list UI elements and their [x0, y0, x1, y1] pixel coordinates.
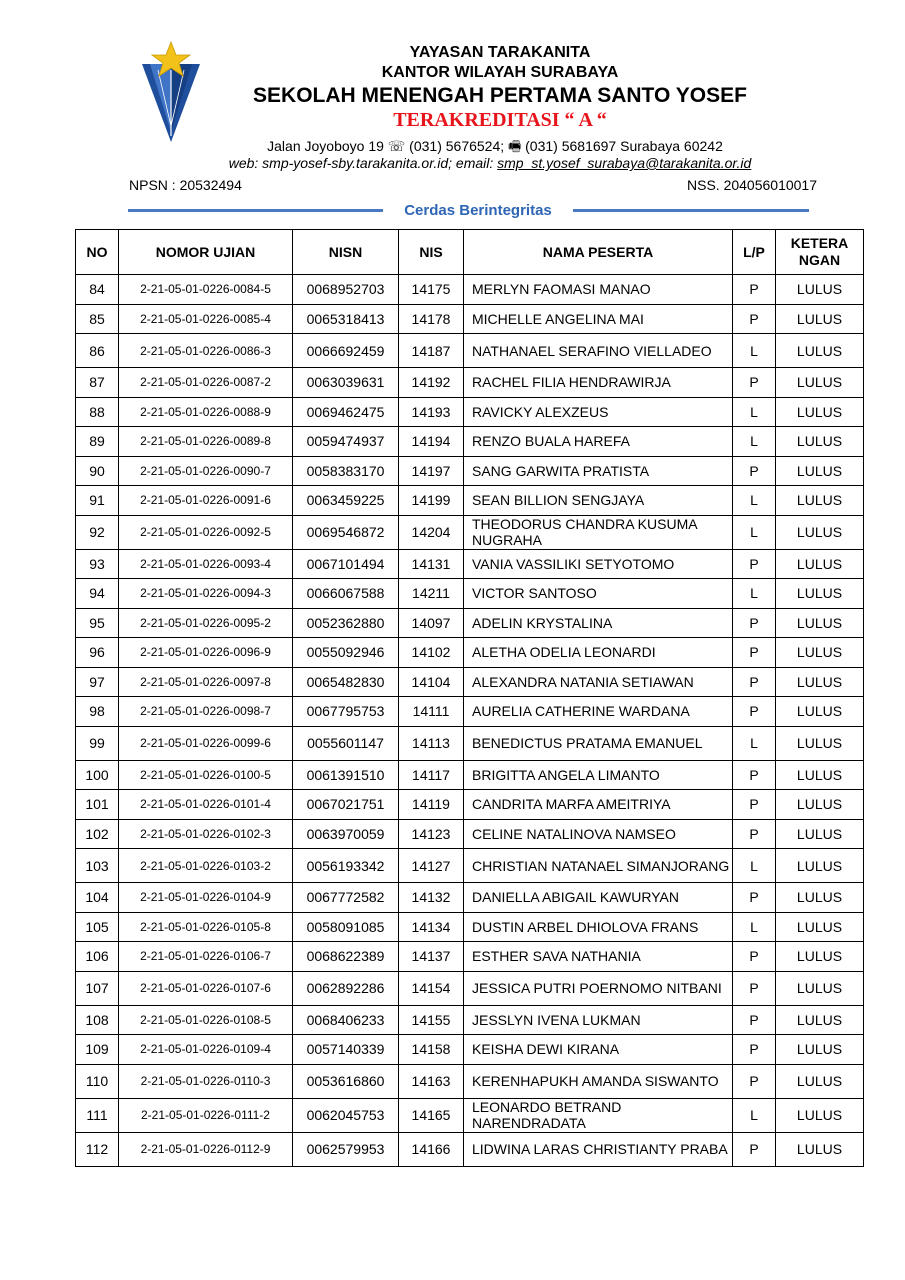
- col-keterangan: KETERA NGAN: [776, 230, 864, 275]
- ujian-cell: 2-21-05-01-0226-0098-7: [119, 697, 293, 727]
- lp-cell: P: [733, 667, 776, 697]
- table-row: [76, 638, 864, 668]
- ujian-cell: 2-21-05-01-0226-0084-5: [119, 275, 293, 305]
- no-cell: 93: [76, 549, 119, 579]
- nama-cell: ADELIN KRYSTALINA: [464, 608, 733, 638]
- lp-cell: P: [733, 697, 776, 727]
- nis-cell: 14097: [399, 608, 464, 638]
- table-row: [76, 1035, 864, 1065]
- ujian-cell: 2-21-05-01-0226-0087-2: [119, 368, 293, 398]
- results-table: [75, 229, 864, 1167]
- ket-cell: LULUS: [776, 726, 864, 760]
- no-cell: 90: [76, 456, 119, 486]
- table-row: [76, 697, 864, 727]
- ket-cell: LULUS: [776, 1098, 864, 1132]
- divider-left: [128, 209, 383, 212]
- lp-cell: P: [733, 1005, 776, 1035]
- lp-cell: L: [733, 912, 776, 942]
- table-row: [76, 790, 864, 820]
- ujian-cell: 2-21-05-01-0226-0111-2: [119, 1098, 293, 1132]
- table-row: [76, 1005, 864, 1035]
- ket-cell: LULUS: [776, 760, 864, 790]
- school-name: SEKOLAH MENENGAH PERTAMA SANTO YOSEF: [253, 84, 747, 107]
- nisn-cell: 0068406233: [293, 1005, 399, 1035]
- no-cell: 95: [76, 608, 119, 638]
- no-cell: 88: [76, 397, 119, 427]
- table-row: [76, 883, 864, 913]
- ket-cell: LULUS: [776, 397, 864, 427]
- nama-cell: ALEXANDRA NATANIA SETIAWAN: [464, 667, 733, 697]
- nis-cell: 14192: [399, 368, 464, 398]
- no-cell: 91: [76, 486, 119, 516]
- nisn-cell: 0068952703: [293, 275, 399, 305]
- nama-cell: SANG GARWITA PRATISTA: [464, 456, 733, 486]
- table-row: [76, 760, 864, 790]
- no-cell: 105: [76, 912, 119, 942]
- col-nama-peserta: NAMA PESERTA: [464, 230, 733, 275]
- nisn-cell: 0055092946: [293, 638, 399, 668]
- ujian-cell: 2-21-05-01-0226-0096-9: [119, 638, 293, 668]
- no-cell: 107: [76, 971, 119, 1005]
- lp-cell: L: [733, 486, 776, 516]
- lp-cell: P: [733, 608, 776, 638]
- nama-cell: JESSLYN IVENA LUKMAN: [464, 1005, 733, 1035]
- nis-cell: 14178: [399, 304, 464, 334]
- table-row: [76, 397, 864, 427]
- nis-cell: 14211: [399, 579, 464, 609]
- nis-cell: 14197: [399, 456, 464, 486]
- no-cell: 108: [76, 1005, 119, 1035]
- table-row: [76, 1132, 864, 1166]
- nss: NSS. 204056010017: [687, 177, 817, 193]
- nis-cell: 14155: [399, 1005, 464, 1035]
- nama-cell: LIDWINA LARAS CHRISTIANTY PRABA: [464, 1132, 733, 1166]
- npsn: NPSN : 20532494: [129, 177, 242, 193]
- nisn-cell: 0069546872: [293, 515, 399, 549]
- ujian-cell: 2-21-05-01-0226-0085-4: [119, 304, 293, 334]
- ket-cell: LULUS: [776, 883, 864, 913]
- nis-cell: 14166: [399, 1132, 464, 1166]
- nis-cell: 14113: [399, 726, 464, 760]
- nisn-cell: 0067021751: [293, 790, 399, 820]
- no-cell: 86: [76, 334, 119, 368]
- lp-cell: L: [733, 397, 776, 427]
- lp-cell: P: [733, 760, 776, 790]
- lp-cell: P: [733, 549, 776, 579]
- nisn-cell: 0067772582: [293, 883, 399, 913]
- ujian-cell: 2-21-05-01-0226-0094-3: [119, 579, 293, 609]
- table-row: [76, 456, 864, 486]
- nisn-cell: 0062892286: [293, 971, 399, 1005]
- nis-cell: 14123: [399, 819, 464, 849]
- no-cell: 87: [76, 368, 119, 398]
- lp-cell: L: [733, 579, 776, 609]
- table-row: [76, 275, 864, 305]
- ket-cell: LULUS: [776, 971, 864, 1005]
- no-cell: 94: [76, 579, 119, 609]
- nama-cell: VANIA VASSILIKI SETYOTOMO: [464, 549, 733, 579]
- no-cell: 111: [76, 1098, 119, 1132]
- ujian-cell: 2-21-05-01-0226-0095-2: [119, 608, 293, 638]
- nama-cell: RAVICKY ALEXZEUS: [464, 397, 733, 427]
- col-nomor-ujian: NOMOR UJIAN: [119, 230, 293, 275]
- ujian-cell: 2-21-05-01-0226-0102-3: [119, 819, 293, 849]
- no-cell: 101: [76, 790, 119, 820]
- table-row: [76, 368, 864, 398]
- nama-cell: JESSICA PUTRI POERNOMO NITBANI: [464, 971, 733, 1005]
- lp-cell: P: [733, 1035, 776, 1065]
- table-row: [76, 334, 864, 368]
- table-header: [76, 230, 864, 275]
- ket-cell: LULUS: [776, 790, 864, 820]
- no-cell: 85: [76, 304, 119, 334]
- nama-cell: BRIGITTA ANGELA LIMANTO: [464, 760, 733, 790]
- table-row: [76, 1064, 864, 1098]
- ujian-cell: 2-21-05-01-0226-0089-8: [119, 427, 293, 457]
- table-row: [76, 819, 864, 849]
- foundation-name: YAYASAN TARAKANITA: [409, 44, 591, 61]
- lp-cell: P: [733, 368, 776, 398]
- ket-cell: LULUS: [776, 549, 864, 579]
- no-cell: 96: [76, 638, 119, 668]
- lp-cell: P: [733, 1132, 776, 1166]
- nisn-cell: 0069462475: [293, 397, 399, 427]
- nisn-cell: 0062579953: [293, 1132, 399, 1166]
- col-nis: NIS: [399, 230, 464, 275]
- lp-cell: L: [733, 1098, 776, 1132]
- nisn-cell: 0063970059: [293, 819, 399, 849]
- nama-cell: CANDRITA MARFA AMEITRIYA: [464, 790, 733, 820]
- ket-cell: LULUS: [776, 334, 864, 368]
- nama-cell: BENEDICTUS PRATAMA EMANUEL: [464, 726, 733, 760]
- ket-cell: LULUS: [776, 275, 864, 305]
- no-cell: 84: [76, 275, 119, 305]
- nis-cell: 14187: [399, 334, 464, 368]
- no-cell: 109: [76, 1035, 119, 1065]
- ket-cell: LULUS: [776, 579, 864, 609]
- ujian-cell: 2-21-05-01-0226-0092-5: [119, 515, 293, 549]
- no-cell: 89: [76, 427, 119, 457]
- nama-cell: KERENHAPUKH AMANDA SISWANTO: [464, 1064, 733, 1098]
- nama-cell: CHRISTIAN NATANAEL SIMANJORANG: [464, 849, 733, 883]
- nis-cell: 14137: [399, 942, 464, 972]
- nama-cell: SEAN BILLION SENGJAYA: [464, 486, 733, 516]
- ket-cell: LULUS: [776, 427, 864, 457]
- table-row: [76, 579, 864, 609]
- ket-cell: LULUS: [776, 608, 864, 638]
- ket-cell: LULUS: [776, 942, 864, 972]
- ket-cell: LULUS: [776, 1035, 864, 1065]
- col-nisn: NISN: [293, 230, 399, 275]
- nisn-cell: 0055601147: [293, 726, 399, 760]
- ujian-cell: 2-21-05-01-0226-0110-3: [119, 1064, 293, 1098]
- nama-cell: ALETHA ODELIA LEONARDI: [464, 638, 733, 668]
- table-row: [76, 849, 864, 883]
- email-link[interactable]: smp_st.yosef_surabaya@tarakanita.or.id: [497, 155, 752, 171]
- nama-cell: CELINE NATALINOVA NAMSEO: [464, 819, 733, 849]
- table-row: [76, 427, 864, 457]
- nama-cell: VICTOR SANTOSO: [464, 579, 733, 609]
- ket-cell: LULUS: [776, 819, 864, 849]
- table-row: [76, 515, 864, 549]
- nis-cell: 14102: [399, 638, 464, 668]
- nama-cell: RENZO BUALA HAREFA: [464, 427, 733, 457]
- table-row: [76, 486, 864, 516]
- nama-cell: ESTHER SAVA NATHANIA: [464, 942, 733, 972]
- lp-cell: P: [733, 819, 776, 849]
- ket-cell: LULUS: [776, 912, 864, 942]
- nis-cell: 14117: [399, 760, 464, 790]
- lp-cell: P: [733, 275, 776, 305]
- ket-cell: LULUS: [776, 486, 864, 516]
- ujian-cell: 2-21-05-01-0226-0108-5: [119, 1005, 293, 1035]
- nama-cell: RACHEL FILIA HENDRAWIRJA: [464, 368, 733, 398]
- lp-cell: L: [733, 726, 776, 760]
- no-cell: 104: [76, 883, 119, 913]
- ujian-cell: 2-21-05-01-0226-0109-4: [119, 1035, 293, 1065]
- nama-cell: MICHELLE ANGELINA MAI: [464, 304, 733, 334]
- nis-cell: 14165: [399, 1098, 464, 1132]
- nisn-cell: 0068622389: [293, 942, 399, 972]
- table-row: [76, 726, 864, 760]
- nisn-cell: 0067101494: [293, 549, 399, 579]
- col-lp: L/P: [733, 230, 776, 275]
- web-email-line: [140, 155, 840, 171]
- lp-cell: L: [733, 849, 776, 883]
- lp-cell: P: [733, 883, 776, 913]
- nama-cell: DANIELLA ABIGAIL KAWURYAN: [464, 883, 733, 913]
- ket-cell: LULUS: [776, 1064, 864, 1098]
- nisn-cell: 0066692459: [293, 334, 399, 368]
- nis-cell: 14131: [399, 549, 464, 579]
- nis-cell: 14158: [399, 1035, 464, 1065]
- nisn-cell: 0053616860: [293, 1064, 399, 1098]
- ujian-cell: 2-21-05-01-0226-0097-8: [119, 667, 293, 697]
- lp-cell: L: [733, 334, 776, 368]
- regional-office: KANTOR WILAYAH SURABAYA: [381, 64, 619, 81]
- lp-cell: P: [733, 971, 776, 1005]
- table-row: [76, 912, 864, 942]
- school-address: Jalan Joyoboyo 19 ☏ (031) 5676524; 🖷 (031) 5681697 Surabaya 60242: [267, 138, 723, 154]
- nis-cell: 14132: [399, 883, 464, 913]
- ket-cell: LULUS: [776, 1005, 864, 1035]
- nisn-cell: 0063039631: [293, 368, 399, 398]
- nis-cell: 14193: [399, 397, 464, 427]
- ujian-cell: 2-21-05-01-0226-0086-3: [119, 334, 293, 368]
- ket-cell: LULUS: [776, 849, 864, 883]
- ujian-cell: 2-21-05-01-0226-0100-5: [119, 760, 293, 790]
- web-text: web: smp-yosef-sby.tarakanita.or.id; email:: [228, 155, 498, 171]
- table-row: [76, 304, 864, 334]
- ket-cell: LULUS: [776, 304, 864, 334]
- nisn-cell: 0058383170: [293, 456, 399, 486]
- nis-cell: 14204: [399, 515, 464, 549]
- table-row: [76, 971, 864, 1005]
- table-row: [76, 608, 864, 638]
- nis-cell: 14127: [399, 849, 464, 883]
- lp-cell: L: [733, 427, 776, 457]
- lp-cell: P: [733, 790, 776, 820]
- table-row: [76, 549, 864, 579]
- nisn-cell: 0059474937: [293, 427, 399, 457]
- ket-cell: LULUS: [776, 667, 864, 697]
- nama-cell: THEODORUS CHANDRA KUSUMA NUGRAHA: [464, 515, 733, 549]
- no-cell: 97: [76, 667, 119, 697]
- ujian-cell: 2-21-05-01-0226-0090-7: [119, 456, 293, 486]
- nis-cell: 14163: [399, 1064, 464, 1098]
- nama-cell: LEONARDO BETRAND NARENDRADATA: [464, 1098, 733, 1132]
- no-cell: 92: [76, 515, 119, 549]
- motto: Cerdas Berintegritas: [404, 202, 552, 219]
- nis-cell: 14134: [399, 912, 464, 942]
- ujian-cell: 2-21-05-01-0226-0104-9: [119, 883, 293, 913]
- nisn-cell: 0063459225: [293, 486, 399, 516]
- nama-cell: MERLYN FAOMASI MANAO: [464, 275, 733, 305]
- ujian-cell: 2-21-05-01-0226-0093-4: [119, 549, 293, 579]
- ujian-cell: 2-21-05-01-0226-0107-6: [119, 971, 293, 1005]
- lp-cell: L: [733, 515, 776, 549]
- lp-cell: P: [733, 1064, 776, 1098]
- nisn-cell: 0061391510: [293, 760, 399, 790]
- nisn-cell: 0065318413: [293, 304, 399, 334]
- nisn-cell: 0067795753: [293, 697, 399, 727]
- nisn-cell: 0052362880: [293, 608, 399, 638]
- nisn-cell: 0062045753: [293, 1098, 399, 1132]
- ujian-cell: 2-21-05-01-0226-0101-4: [119, 790, 293, 820]
- no-cell: 106: [76, 942, 119, 972]
- table-row: [76, 667, 864, 697]
- ket-cell: LULUS: [776, 368, 864, 398]
- no-cell: 103: [76, 849, 119, 883]
- nis-cell: 14104: [399, 667, 464, 697]
- no-cell: 112: [76, 1132, 119, 1166]
- ujian-cell: 2-21-05-01-0226-0099-6: [119, 726, 293, 760]
- accreditation: TERAKREDITASI “ A “: [393, 109, 607, 131]
- col-no: NO: [76, 230, 119, 275]
- nis-cell: 14175: [399, 275, 464, 305]
- ket-cell: LULUS: [776, 638, 864, 668]
- nis-cell: 14154: [399, 971, 464, 1005]
- lp-cell: P: [733, 456, 776, 486]
- ujian-cell: 2-21-05-01-0226-0088-9: [119, 397, 293, 427]
- nama-cell: DUSTIN ARBEL DHIOLOVA FRANS: [464, 912, 733, 942]
- nis-cell: 14194: [399, 427, 464, 457]
- no-cell: 99: [76, 726, 119, 760]
- lp-cell: P: [733, 942, 776, 972]
- nama-cell: AURELIA CATHERINE WARDANA: [464, 697, 733, 727]
- ujian-cell: 2-21-05-01-0226-0105-8: [119, 912, 293, 942]
- ujian-cell: 2-21-05-01-0226-0091-6: [119, 486, 293, 516]
- table-row: [76, 942, 864, 972]
- no-cell: 100: [76, 760, 119, 790]
- ket-cell: LULUS: [776, 456, 864, 486]
- ujian-cell: 2-21-05-01-0226-0112-9: [119, 1132, 293, 1166]
- nisn-cell: 0066067588: [293, 579, 399, 609]
- nis-cell: 14111: [399, 697, 464, 727]
- nis-cell: 14119: [399, 790, 464, 820]
- lp-cell: P: [733, 638, 776, 668]
- ujian-cell: 2-21-05-01-0226-0106-7: [119, 942, 293, 972]
- ket-cell: LULUS: [776, 515, 864, 549]
- divider-right: [573, 209, 809, 212]
- no-cell: 98: [76, 697, 119, 727]
- nisn-cell: 0056193342: [293, 849, 399, 883]
- nis-cell: 14199: [399, 486, 464, 516]
- lp-cell: P: [733, 304, 776, 334]
- nisn-cell: 0065482830: [293, 667, 399, 697]
- ket-cell: LULUS: [776, 697, 864, 727]
- ket-cell: LULUS: [776, 1132, 864, 1166]
- nama-cell: KEISHA DEWI KIRANA: [464, 1035, 733, 1065]
- nisn-cell: 0058091085: [293, 912, 399, 942]
- ujian-cell: 2-21-05-01-0226-0103-2: [119, 849, 293, 883]
- no-cell: 110: [76, 1064, 119, 1098]
- nisn-cell: 0057140339: [293, 1035, 399, 1065]
- table-row: [76, 1098, 864, 1132]
- nama-cell: NATHANAEL SERAFINO VIELLADEO: [464, 334, 733, 368]
- no-cell: 102: [76, 819, 119, 849]
